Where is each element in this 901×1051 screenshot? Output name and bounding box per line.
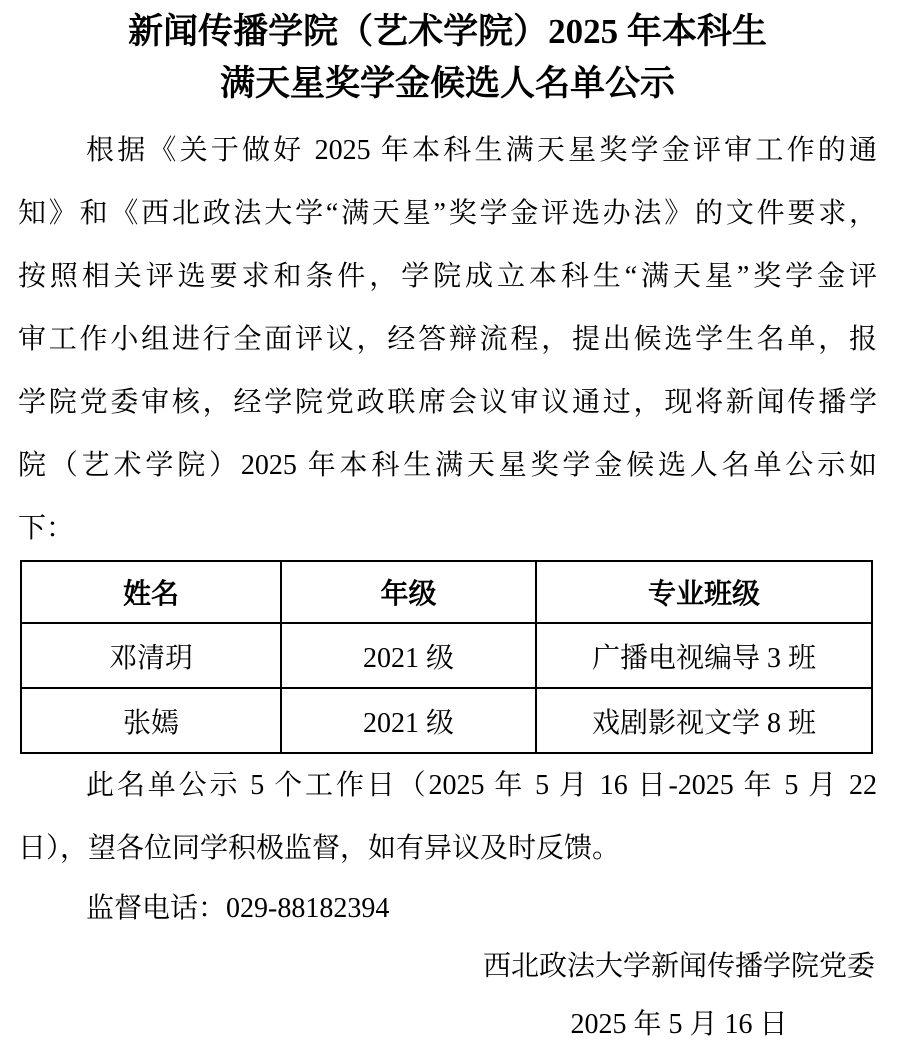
signature-line: 西北政法大学新闻传播学院党委 — [482, 951, 875, 982]
paragraph-line: 下： — [18, 513, 75, 544]
paragraph-line: 按照相关评选要求和条件，学院成立本科生“满天星”奖学金评 — [18, 261, 877, 292]
title-line-1: 新闻传播学院（艺术学院）2025 年本科生 — [128, 12, 767, 51]
signature-area — [18, 938, 877, 1051]
notice-line: 此名单公示 5 个工作日（2025 年 5 月 16 日-2025 年 5 月 22 — [86, 770, 877, 801]
intro-paragraph — [18, 119, 877, 560]
table-cell-grade: 2021 级 — [281, 623, 536, 688]
title-line-2: 满天星奖学金候选人名单公示 — [219, 64, 675, 103]
table-cell-major-class: 广播电视编导 3 班 — [536, 623, 872, 688]
table-cell-name: 邓清玥 — [21, 623, 281, 688]
table-header-name: 姓名 — [21, 561, 281, 623]
paragraph-line: 学院党委审核，经学院党政联席会议审议通过，现将新闻传播学 — [18, 387, 877, 418]
paragraph-line: 院（艺术学院）2025 年本科生满天星奖学金候选人名单公示如 — [18, 450, 877, 481]
table-cell-major-class: 戏剧影视文学 8 班 — [536, 688, 872, 753]
table-row — [21, 688, 872, 753]
table-header-row — [21, 561, 872, 623]
table-cell-name: 张嫣 — [21, 688, 281, 753]
phone-line: 监督电话：029-88182394 — [86, 893, 390, 924]
date-line: 2025 年 5 月 16 日 — [570, 1009, 788, 1040]
candidates-table — [20, 560, 873, 754]
table-cell-grade: 2021 级 — [281, 688, 536, 753]
paragraph-line: 根据《关于做好 2025 年本科生满天星奖学金评审工作的通 — [86, 135, 877, 166]
table-header-grade: 年级 — [281, 561, 536, 623]
page-title — [18, 6, 877, 110]
table-header-major-class: 专业班级 — [536, 561, 872, 623]
table-row — [21, 623, 872, 688]
paragraph-line: 审工作小组进行全面评议，经答辩流程，提出候选学生名单，报 — [18, 324, 877, 355]
notice-paragraph — [18, 754, 877, 880]
paragraph-line: 知》和《西北政法大学“满天星”奖学金评选办法》的文件要求， — [18, 198, 877, 229]
notice-line: 日），望各位同学积极监督，如有异议及时反馈。 — [18, 833, 621, 864]
